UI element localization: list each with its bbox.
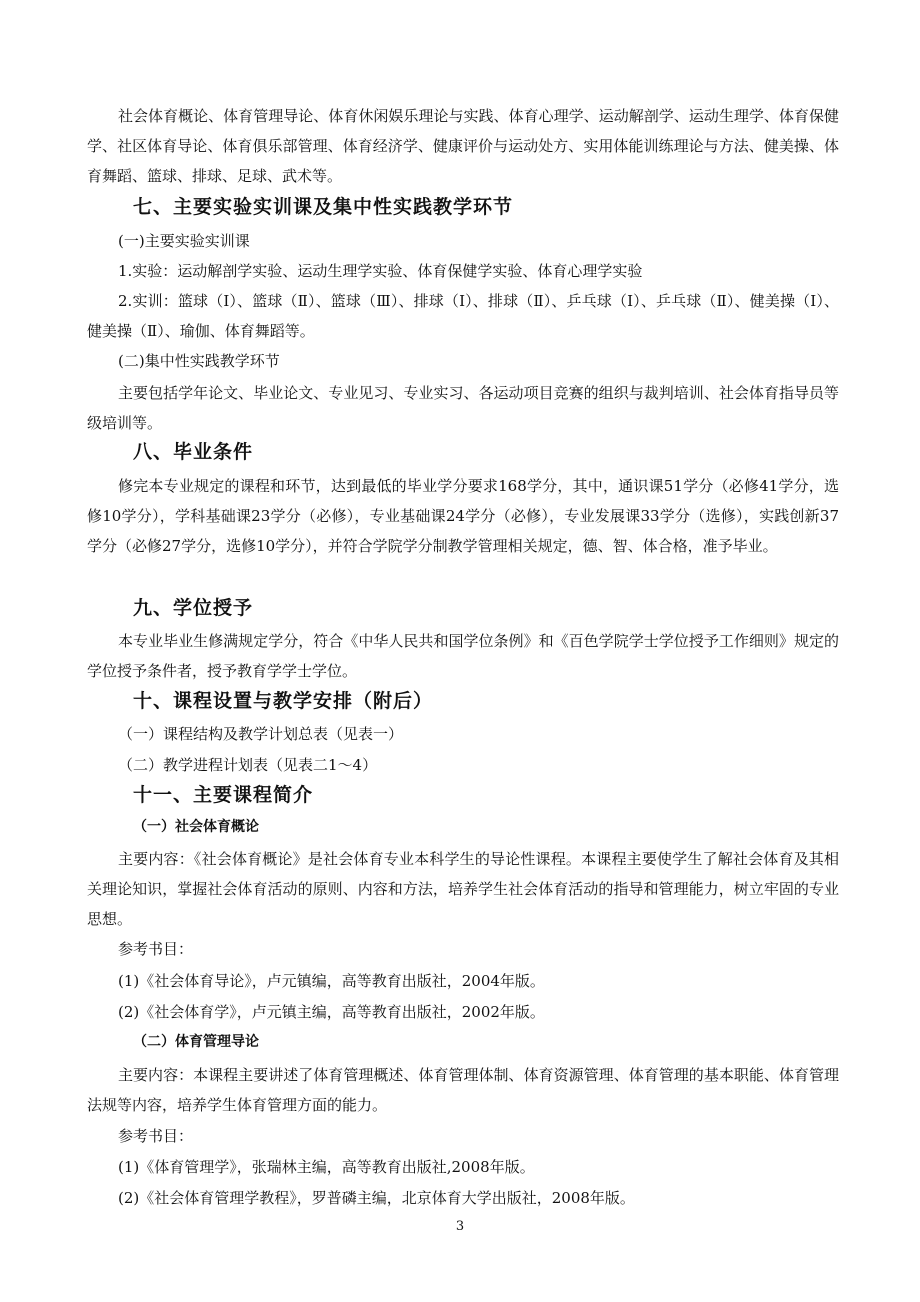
page-number: 3 [455,1219,465,1234]
section-7-sub-1: (一)主要实验实训课 [118,232,250,250]
section-10-item-1: （一）课程结构及教学计划总表（见表一） [118,725,404,743]
section-8-paragraph: 修完本专业规定的课程和环节，达到最低的毕业学分要求168学分，其中，通识课51学分（必修41学分，选修10学分），学科基础课23学分（必修），专业基础课24学分（必修），专业发展课33学分（选修），实践创新37学分（必修27学分，选修10学分），并符合学院学分制教学管理相关规定，德、智、体合格，准予毕业。 [87,477,839,555]
course-2-title: （二）体育管理导论 [133,1034,259,1050]
section-8-heading: 八、毕业条件 [133,441,254,463]
section-7-paragraph: 主要包括学年论文、毕业论文、专业见习、专业实习、各运动项目竞赛的组织与裁判培训、社会体育指导员等级培训等。 [87,384,839,432]
intro-paragraph: 社会体育概论、体育管理导论、体育休闲娱乐理论与实践、体育心理学、运动解剖学、运动生理学、体育保健学、社区体育导论、体育俱乐部管理、体育经济学、健康评价与运动处方、实用体能训练理论与方法、健美操、体育舞蹈、篮球、排球、足球、武术等。 [87,107,839,185]
section-7-heading: 七、主要实验实训课及集中性实践教学环节 [133,196,514,218]
section-9-paragraph: 本专业毕业生修满规定学分，符合《中华人民共和国学位条例》和《百色学院学士学位授予工作细则》规定的学位授予条件者，授予教育学学士学位。 [87,632,839,680]
course-2-content: 主要内容：本课程主要讲述了体育管理概述、体育管理体制、体育资源管理、体育管理的基本职能、体育管理法规等内容，培养学生体育管理方面的能力。 [87,1066,839,1114]
section-9-heading: 九、学位授予 [133,597,254,619]
course-1-ref-2: (2)《社会体育学》，卢元镇主编，高等教育出版社，2002年版。 [118,1003,545,1021]
section-10-heading: 十、课程设置与教学安排（附后） [133,690,434,712]
section-7-item-2: 2.实训：篮球（Ⅰ）、篮球（Ⅱ）、篮球（Ⅲ）、排球（Ⅰ）、排球（Ⅱ）、乒乓球（Ⅰ）、乒乓球（Ⅱ）、健美操（Ⅰ）、健美操（Ⅱ）、瑜伽、体育舞蹈等。 [87,292,839,340]
course-1-content: 主要内容：《社会体育概论》是社会体育专业本科学生的导论性课程。本课程主要使学生了解社会体育及其相关理论知识，掌握社会体育活动的原则、内容和方法，培养学生社会体育活动的指导和管理能力，树立牢固的专业思想。 [87,850,839,928]
course-2-ref-2: (2)《社会体育管理学教程》，罗普磷主编，北京体育大学出版社，2008年版。 [118,1189,635,1207]
section-10-item-2: （二）教学进程计划表（见表二1～4） [118,756,378,774]
section-7-item-1: 1.实验：运动解剖学实验、运动生理学实验、体育保健学实验、体育心理学实验 [118,262,643,280]
section-7-sub-2: (二)集中性实践教学环节 [118,352,280,370]
course-2-ref-label: 参考书目： [118,1127,194,1145]
course-1-ref-1: (1)《社会体育导论》，卢元镇编，高等教育出版社，2004年版。 [118,972,545,990]
section-11-heading: 十一、主要课程简介 [133,784,314,806]
course-2-ref-1: (1)《体育管理学》，张瑞林主编，高等教育出版社,2008年版。 [118,1158,535,1176]
course-1-title: （一）社会体育概论 [133,819,259,835]
course-1-ref-label: 参考书目： [118,940,194,958]
